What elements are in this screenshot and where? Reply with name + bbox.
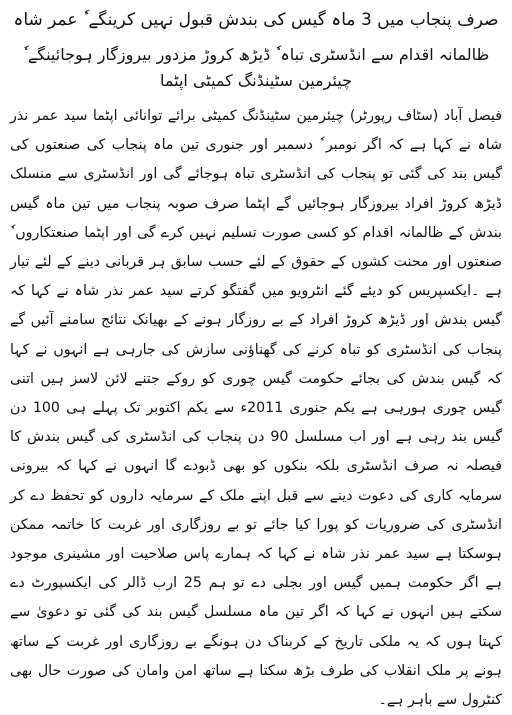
article-subheadline: ظالمانہ اقدام سے انڈسٹری تباہ ٗ ڈیڑھ کروڑ مزدور بیروزگار ہوجائینگے ٗ چیئرمین سٹینڈنگ کمیٹی اپٹما [22, 45, 490, 90]
article-headline: صرف پنجاب میں 3 ماہ گیس کی بندش قبول نہیں کرینگے ٗ عمر شاہ [13, 10, 499, 30]
article-body: فیصل آباد (سٹاف رپورٹر) چیئرمین سٹینڈنگ کمیٹی برائے توانائی اپٹما سید عمر نذر شاہ نے کہا ہے کہ اگر نومبر ٗ دسمبر اور جنوری تین ماہ پنجاب کی صنعتوں کی گیس بند کی گئی تو پنجاب کی انڈسٹری تباہ ہوجائے گی اور انڈسٹری سے منسلک ڈیڑھ کروڑ افراد بیروزگار ہوجائیں گے اپٹما صرف صوبہ پنجاب میں تین ماہ گیس بندش کے ظالمانہ اقدام کو کسی صورت تسلیم نہیں کرے گی اور اپٹما صنعتکاروں ٗ صنعتوں اور محنت کشوں کے حقوق کے لئے حسب سابق ہر قربانی دینے کے لئے تیار ہے ۔ایکسپریس کو دیئے گئے انٹرویو میں گفتگو کرتے سید عمر نذر شاہ نے کہا کہ گیس بندش اور ڈیڑھ کروڑ افراد کے بے روزگار ہونے کے بھیانک نتائج سامنے آئیں گے پنجاب کی انڈسٹری کو تباہ کرنے کی گھناؤنی سازش کی جارہی ہے انہوں نے کہا کہ گیس بندش کی بجائے حکومت گیس چوری کو روکے جتنے لائن لاسز ہیں اتنی گیس چوری ہورہی ہے یکم جنوری 2011ء سے یکم اکتوبر تک پہلے ہی 100 دن گیس بند رہی ہے اور اب مسلسل 90 دن پنجاب کی انڈسٹری کی گیس بندش کا فیصلہ نہ صرف انڈسٹری بلکہ بنکوں کو بھی ڈبودے گا انہوں نے کہا کہ بیرونی سرمایہ کاری کی دعوت دینے سے قبل اپنے ملک کے سرمایہ داروں کو تحفظ دے کر انڈسٹری کی ضروریات کو پورا کیا جائے تو بے روزگاری اور غربت کا خاتمہ ممکن ہوسکتا ہے سید عمر نذر شاہ نے کہا کہ ہمارے پاس صلاحیت اور مشینری موجود ہے اگر حکومت ہمیں گیس اور بجلی دے تو ہم 25 ارب ڈالر کی ایکسپورٹ دے سکتے ہیں انہوں نے کہا کہ اگر تین ماہ مسلسل گیس بند کی گئی تو دعویٰ سے کہتا ہوں کہ یہ ملکی تاریخ کے کربناک دن ہونگے بے روزگاری اور غربت کے ساتھ ہونے پر ملک انقلاب کی طرف بڑھ سکتا ہے ساتھ امن وامان کی صورت حال بھی کنٹرول سے باہر ہے۔ [10, 108, 503, 709]
